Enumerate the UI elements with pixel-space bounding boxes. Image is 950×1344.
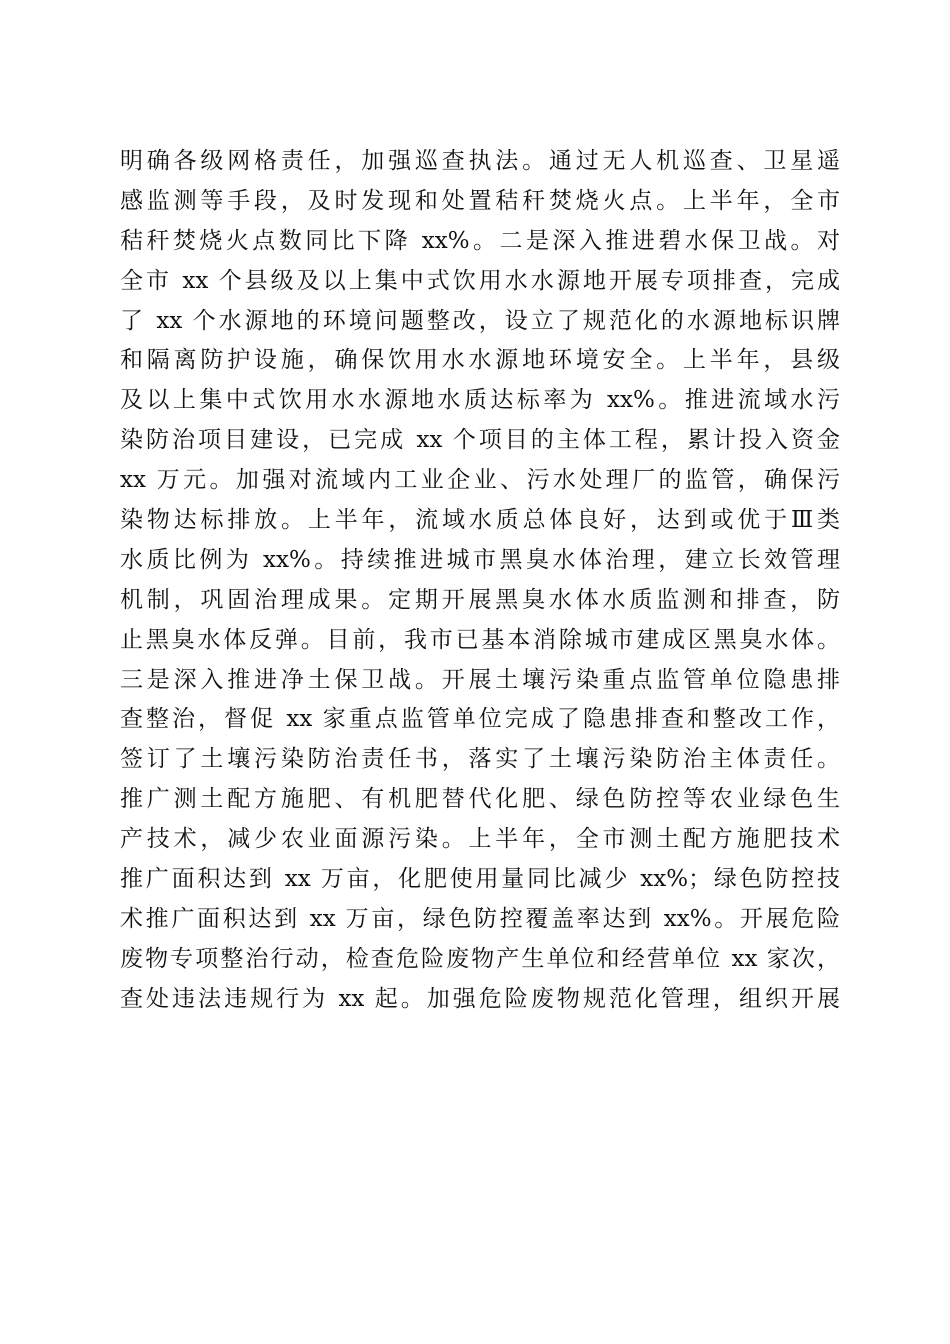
text-line: xx 万元。加强对流域内工业企业、污水处理厂的监管，确保污	[120, 467, 840, 494]
text-line: 三是深入推进净土保卫战。开展土壤污染重点监管单位隐患排	[120, 666, 840, 693]
text-line: 和隔离防护设施，确保饮用水水源地环境安全。上半年，县级	[120, 347, 840, 374]
text-line: 废物专项整治行动，检查危险废物产生单位和经营单位 xx 家次，	[120, 945, 840, 972]
text-line: 推广测土配方施肥、有机肥替代化肥、绿色防控等农业绿色生	[120, 786, 840, 813]
text-line: 查处违法违规行为 xx 起。加强危险废物规范化管理，组织开展	[120, 985, 840, 1012]
body-paragraph	[120, 142, 840, 1020]
text-line: 及以上集中式饮用水水源地水质达标率为 xx%。推进流域水污	[120, 387, 840, 414]
text-line: 产技术，减少农业面源污染。上半年，全市测土配方施肥技术	[120, 826, 840, 853]
text-line: 止黑臭水体反弹。目前，我市已基本消除城市建成区黑臭水体。	[120, 626, 840, 653]
text-line: 机制，巩固治理成果。定期开展黑臭水体水质监测和排查，防	[120, 586, 840, 613]
text-line: 秸秆焚烧火点数同比下降 xx%。二是深入推进碧水保卫战。对	[120, 227, 840, 254]
text-line: 染防治项目建设，已完成 xx 个项目的主体工程，累计投入资金	[120, 427, 840, 454]
text-line: 查整治，督促 xx 家重点监管单位完成了隐患排查和整改工作，	[120, 706, 840, 733]
text-line: 染物达标排放。上半年，流域水质总体良好，达到或优于Ⅲ类	[120, 507, 840, 534]
text-line: 推广面积达到 xx 万亩，化肥使用量同比减少 xx%；绿色防控技	[120, 866, 840, 893]
text-line: 明确各级网格责任，加强巡查执法。通过无人机巡查、卫星遥	[120, 148, 840, 174]
text-line: 了 xx 个水源地的环境问题整改，设立了规范化的水源地标识牌	[120, 307, 840, 334]
text-line: 签订了土壤污染防治责任书，落实了土壤污染防治主体责任。	[120, 746, 840, 773]
text-line: 术推广面积达到 xx 万亩，绿色防控覆盖率达到 xx%。开展危险	[120, 905, 840, 932]
text-line: 水质比例为 xx%。持续推进城市黑臭水体治理，建立长效管理	[120, 546, 840, 573]
text-line: 全市 xx 个县级及以上集中式饮用水水源地开展专项排查，完成	[120, 267, 840, 294]
text-line: 感监测等手段，及时发现和处置秸秆焚烧火点。上半年，全市	[120, 187, 840, 214]
